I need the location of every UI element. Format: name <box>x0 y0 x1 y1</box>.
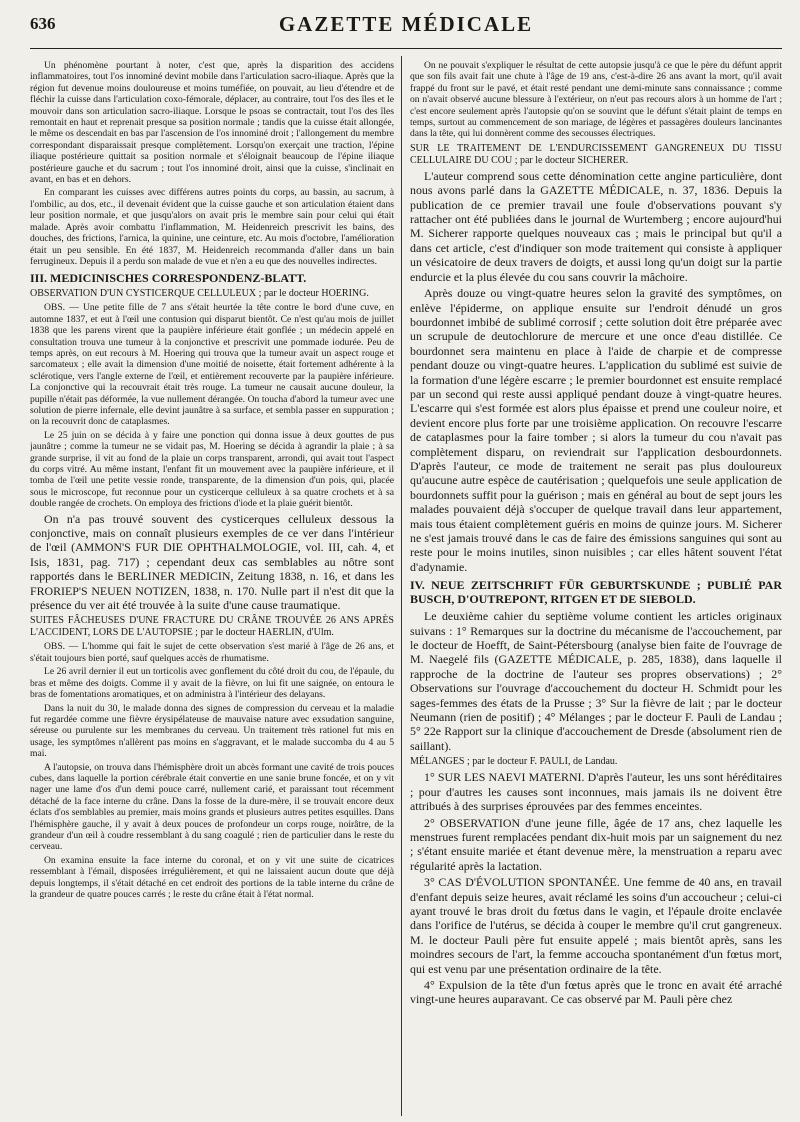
right-paragraph-10: 4° Expulsion de la tête d'un fœtus après que le tronc en avait été arraché vingt-une heures auparavant. Ce cas observé par M. Pauli père chez <box>410 977 782 1007</box>
right-column <box>410 60 782 1116</box>
left-paragraph-4: OBS. — Une petite fille de 7 ans s'était heurtée la tête contre le bord d'une cuve, en automne 1837, et eut à l'œil une contusion qui disparut bientôt. Ce n'est qu'au mois de juillet 1838 que les parens virent que la paupière inférieure était gonflée ; un médecin appelé en consultation trouva une tumeur à la conjonctive et prescrivit une pommade iodurée. Peu de temps après, on eut recours à M. Hoering qui trouva que la tumeur avait un aspect rouge et sarcomateux ; elle avait la dimension d'une moitié de noisette, était fortement adhérente à la sclérotique, vers l'angle externe de l'œil, et entièrement recouverte par la paupière inférieure. La conjonctive qui la recouvrait était très rouge. La tumeur ne causait aucune douleur, la pupille n'était pas déformée, la vue nullement dérangée. On toucha d'abord la tumeur avec une solution de pierre infernale, elle devint jaunâtre à sa surface, et sembla passer en suppuration ; on la recouvrit donc de cataplasmes. <box>30 302 394 428</box>
left-paragraph-8: OBS. — L'homme qui fait le sujet de cette observation s'est marié à l'âge de 26 ans, et s'était toujours bien porté, sauf quelques accès de rhumatisme. <box>30 641 394 664</box>
left-paragraph-1: En comparant les cuisses avec différens autres points du corps, au bassin, au sacrum, à l'ombilic, au dos, etc., il devenait évident que la cuisse gauche et son articulation étaient dans leur position normale, et que jusqu'alors on avait pris le membre sain pour celui qui était malade. Après avoir combattu l'inflammation, M. Heidenreich prescrivit les bains, des douches, des frictions, l'arnica, la quinine, une ceinture, etc. Au mois d'octobre, l'amélioration était un peu sensible. En été 1837, M. Heidenreich recommanda d'aller dans un bain ferrugineux. Depuis il a perdu son malade de vue et n'en a eu que des nouvelles indirectes. <box>30 187 394 267</box>
column-divider <box>401 56 402 1116</box>
left-paragraph-9: Le 26 avril dernier il eut un torticolis avec gonflement du côté droit du cou, de l'épaule, du bras et même des doigts. Comme il y avait de la fièvre, on lui fit une saignée, on entoura le bras de fomentations aromatiques, et on administra à l'intérieur des delayans. <box>30 666 394 701</box>
left-paragraph-11: A l'autopsie, on trouva dans l'hémisphère droit un abcès formant une cavité de trois pouces cubes, dans laquelle la portion cérébrale était convertie en une sanie brune foncée, et on y vit nager une lame d'os d'un demi pouce carré, nullement carié, et paraissant tout récemment détaché de la face interne du crâne. Dans la fosse de la dure-mère, il se trouvait encore deux éclats d'os semblables au premier, mais moins grands et plusieurs autres petites esquilles. Dans l'hémisphère gauche, il y avait à deux pouces de profondeur un corps rouge, noirâtre, de la grandeur d'un œil à coudre ressemblant à du sang coagulé ; rien de particulier dans le reste du cerveau. <box>30 761 394 853</box>
right-paragraph-8: 2° OBSERVATION d'une jeune fille, âgée de 17 ans, chez laquelle les menstrues furent remplacées pendant dix-huit mois par un saignement du nez ; s'étant ensuite mariée et étant devenue mère, la menstruation a reparu avec régularité après la lactation. <box>410 815 782 873</box>
left-column <box>30 60 394 1116</box>
right-section-heading-4: IV. NEUE ZEITSCHRIFT FÜR GEBURTSKUNDE ; PUBLIÉ PAR BUSCH, D'OUTREPONT, RITGEN ET DE SIEBOLD. <box>410 578 782 607</box>
left-paragraph-6: On n'a pas trouvé souvent des cysticerques celluleux dessous la conjonctive, mais on connaît plusieurs exemples de ce ver dans l'intérieur de l'œil (AMMON'S FUR DIE OPHTHALMOLOGIE, vol. III, cah. 4, et Isis, 1831, pag. 717) ; cependant deux cas semblables au nôtre sont rapportés dans le BERLINER MEDICIN, Zeitung 1838, n. 16, et dans les FRORIEP'S NEUEN NOTIZEN, 1838, n. 170. Nulle part il n'est dit que la présence du ver ait été trouvée à la suite d'une cause traumatique. <box>30 511 394 613</box>
right-paragraph-7: 1° SUR LES NAEVI MATERNI. D'après l'auteur, les uns sont héréditaires ; pour d'autres les causes sont inconnues, mais jamais ils ne doivent être attribués à des surprises éprouvées par des femmes enceintes. <box>410 770 782 814</box>
right-paragraph-3: Après douze ou vingt-quatre heures selon la gravité des symptômes, on enlève l'épiderme, on applique ensuite sur l'endroit dénudé un gros bourdonnet imbibé de sublimé corrosif ; cette solution doit être préparée avec un scrupule de deutochlorure de mercure et une once d'eau distillée. Ce bourdonnet sera maintenu en place à l'aide de charpie et de compresse pendant douze ou vingt-quatre heures. L'application du sublimé est suivie de la formation d'une légère escarre ; le premier bourdonnet est ensuite remplacé par un second qui reste aussi appliqué pendant douze à vingt-quatre heures. L'escarre qui s'est formée est alors plus épaisse et prend une couleur noire, et devient encore plus forte par une troisième application. On recouvre l'escarre de cataplasmes pour la faire tomber ; si alors la tumeur du cou n'avait pas complètement disparu, on reviendrait sur l'application desbourdonnets. D'après l'auteur, ce mode de traitement ne serait pas plus douloureux qu'aucune autre espèce de cautérisation ; quelquefois une seule application de bourdonnets suffit pour la guérison ; mais en général au bout de sept jours les malades pouvaient déjà s'occuper de quelque travail dans leur appartement, mais tous étaient complètement guéris en moins de quinze jours. M. Sicherer ne s'est jamais trouvé dans le cas de faire des émissions sanguines qui sont au reste pour le moins inutiles, sinon nuisibles ; car elles hâtent souvent l'état d'adynamie. <box>410 286 782 574</box>
left-article-heading-7: SUITES FÂCHEUSES D'UNE FRACTURE DU CRÂNE TROUVÉE 26 ANS APRÈS L'ACCIDENT, LORS DE L'AUTOPSIE ; par le docteur HAERLIN, d'Ulm. <box>30 615 394 639</box>
left-section-heading-2: III. MEDICINISCHES CORRESPONDENZ-BLATT. <box>30 271 307 286</box>
right-paragraph-2: L'auteur comprend sous cette dénomination cette angine particulière, dont nous avons parlé dans la GAZETTE MÉDICALE, n. 37, 1836. Depuis la publication de ce premier travail une foule d'observations pouvant s'y rattacher ont été publiées dans le journal de Wurtemberg ; encore aujourd'hui M. Sicherer rapporte quelques nouveaux cas ; mais le principal but qu'il a dans cet article, c'est d'indiquer son mode traitement qui consiste à appliquer un vésicatoire de deux travers de doigts, et aussi long qu'un doigt sur la partie endurcie et la plus élevée du cou sans couvrir la mâchoire. <box>410 168 782 284</box>
right-article-heading-1: SUR LE TRAITEMENT DE L'ENDURCISSEMENT GANGRENEUX DU TISSU CELLULAIRE DU COU ; par le docteur SICHERER. <box>410 142 782 166</box>
right-article-heading-6: MÉLANGES ; par le docteur F. PAULI, de Landau. <box>410 756 618 768</box>
right-paragraph-0: On ne pouvait s'expliquer le résultat de cette autopsie jusqu'à ce que le père du défunt apprit que son fils avait fait une chute à l'âge de 19 ans, c'est-à-dire 26 ans avant la mort, qu'il avait frappé du front sur le pavé, et était resté pendant une demi-minute sans connaissance ; comme on n'avait observé aucune blessure à l'extérieur, on n'eut pas recours alors à un homme de l'art ; c'est encore seulement après l'autopsie qu'on se souvint que le défunt s'était plaint de temps en temps, surtout au commencement de son mariage, de légères et passagères douleurs lancinantes dans la tête, qui lui donnèrent comme des secousses électriques. <box>410 60 782 140</box>
header-rule <box>30 48 782 49</box>
page-number: 636 <box>30 14 56 33</box>
journal-title: GAZETTE MÉDICALE <box>278 12 534 36</box>
left-article-heading-3: OBSERVATION D'UN CYSTICERQUE CELLULEUX ; par le docteur HOERING. <box>30 288 369 300</box>
left-paragraph-5: Le 25 juin on se décida à y faire une ponction qui donna issue à deux gouttes de pus jaunâtre ; comme la tumeur ne se vidait pas, M. Hoering se décida à agrandir la plaie ; à sa grande surprise, il vit au fond de la plaie un corps transparent, arrondi, qui avait tout l'aspect du corps vitré. Au même instant, l'enfant fit un mouvement avec la paupière inférieure, et il tomba de l'œil une petite vessie ronde, transparente, de la dimension d'un pois, qui, placée sous le microscope, fut reconnue pour un cysticerque celluleux à sa quatre crochets et à sa double rangée de crochets. On employa des frictions d'iode et la plaie guérit bientôt. <box>30 429 394 510</box>
left-paragraph-0: Un phénomène pourtant à noter, c'est que, après la disparition des accidens inflammatoires, tout l'os innominé devint mobile dans l'articulation sacro-iliaque. Après que la région fut devenue moins douloureuse et moins tuméfiée, on pouvait, au lieu d'étendre et de fléchir la cuisse dans l'articulation coxo-fémorale, déplacer, au contraire, tout l'os des îles et le mouvoir dans son articulation sacro-iliaque. Lorsque le psoas se contractait, tout l'os des îles remontait en haut et reprenait presque sa position normale ; tandis que la cuisse était allongée, le même os descendait en bas par l'ascension de l'os innominé droit ; l'allongement du membre correspondant disparaissait presque complètement. Lorsqu'on exerçait une traction, l'épine iliaque postérieure quittait sa position normale et s'éloignait beaucoup de l'épine iliaque postérieure gauche et du sacrum ; tout l'os innominé droit, ainsi que la cuisse, s'inclinait en avant, en bas et en dehors. <box>30 60 394 186</box>
left-paragraph-10: Dans la nuit du 30, le malade donna des signes de compression du cerveau et la maladie fut regardée comme une fièvre érysipélateuse de mauvaise nature avec exsudation sanguine, séreuse ou purulente sur les membranes du cerveau. Un traitement très rationel fut mis en usage, les symptômes n'allèrent pas moins en s'aggravant, et le malade succomba du 4 au 5 mai. <box>30 702 394 760</box>
left-paragraph-12: On examina ensuite la face interne du coronal, et on y vit une suite de cicatrices ressemblant à l'émail, disposées irrégulièrement, et qui ne laissaient aucun doute que déjà depuis longtemps, il s'était détaché en cet endroit des portions de la table interne du crâne de la grandeur de quatre pouces carrés ; le reste du crâne était à l'état normal. <box>30 854 394 900</box>
right-paragraph-9: 3° CAS D'ÉVOLUTION SPONTANÉE. Une femme de 40 ans, en travail d'enfant depuis seize heures, avait réclamé les soins d'un accoucheur ; celui-ci ayant trouvé le bras droit du fœtus dans le vagin, et l'épaule droite enclavée dans l'orifice de l'utérus, se décida à couper le membre qu'il crut gangreneux. M. le docteur Pauli père fut ensuite appelé ; mais bientôt après, sans les moindres secours de l'art, la femme accoucha spontanément d'un fœtus mort, qui est venu par une présentation ordinaire de la tête. <box>410 875 782 976</box>
right-paragraph-5: Le deuxième cahier du septième volume contient les articles originaux suivans : 1° Remarques sur la doctrine du mécanisme de l'accouchement, par le docteur de Hoefft, de Saint-Pétersbourg (analyse bien faite de l'ouvrage de M. Naegelé fils (GAZETTE MÉDICALE, p. 285, 1838), dans laquelle il rapproche de la doctrine de l'auteur ses propres observations) ; 2° Observations sur l'ouvrage d'accouchement du docteur H. Schmidt pour les sages-femmes des états de la Prusse ; 3° Sur la fièvre de lait ; par le docteur Neumann (rien de positif) ; 4° Mélanges ; par le docteur F. Pauli de Landau ; 5° 22e Rapport sur la clinique d'accouchement de Dresde (absolument rien de saillant). <box>410 609 782 753</box>
page-header <box>30 10 782 40</box>
